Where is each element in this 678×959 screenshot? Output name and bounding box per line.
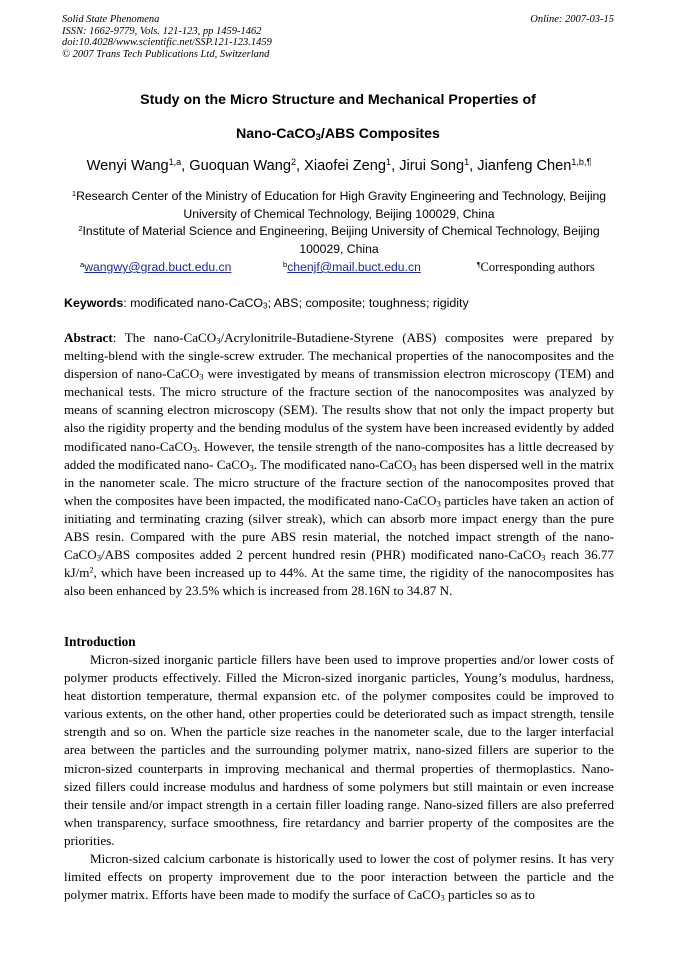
author-list bbox=[40, 158, 638, 174]
author: Jianfeng Chen$^{1,b,\P}$ bbox=[477, 157, 592, 174]
introduction-body bbox=[64, 651, 614, 904]
abstract: Abstract: The nano-CaCO$_3$/Acrylonitrile-Butadiene-Styrene (ABS) composites were prepared by melting-blend with the single-screw extruder. The mechanical properties of the nanocomposites and the dispersion of nano-CaCO$_3$ were investigated by means of transmission electron microscopy (TEM) and mechanical tests. The micro structure of the fracture section of the nanocomposites was analyzed by means of scanning electron microscopy (SEM). The results show that not only the impact property but also the rigidity property and the bending modulus of the system have been increased evidently by added modificated nano-CaCO$_3$. However, the tensile strength of the nano-composites has a little decreased by added the modificated nano- CaCO$_3$. The modificated nano-CaCO$_3$ has been dispersed well in the matrix in the nanometer scale. The micro structure of the fracture section of the nanocomposites proved that when the composites have been impacted, the modificated nano-CaCO$_3$ particles have taken an action of initiating and terminating crazing (silver streak), which can absorb more impact energy than the pure ABS resin. Compared with the pure ABS resin material, the notched impact strength of the nano-CaCO$_3$/ABS composites added 2 percent hundred resin (PHR) modificated nano-CaCO$_3$ reach 36.77 $kJ/m^2$, which have been increased up to 44%. At the same time, the rigidity of the nanocomposites has also been enhanced by 23.5% which is increased from 28.16N to 34.87 N. bbox=[64, 330, 615, 599]
paper-title-line2: Nano-CaCO$_3$/ABS Composites bbox=[236, 126, 440, 142]
contact-b: $^b$chenjf@mail.buct.edu.cn bbox=[283, 259, 421, 274]
intro-paragraph-1: Micron-sized inorganic particle fillers have been used to improve properties and/or lower costs of polymer products effectively. Filled the Micron-sized inorganic particles, Young’s modulus, hardness, heat distortion temperature, thermal expansion etc. of the polymer composites could be improved to various extents, on the other hand, other properties could be deteriorated such as impact strength, tensile strength and so on. When the particle size reaches in the nanometer scale, due to the larger interfacial area between the particles and the surrounding polymer matrix, nano-sized fillers are superior to the micron-sized counterparts in improving mechanical and thermal properties of thermoplastics. Nano-sized fillers could increase modulus and hardness of some polymers but still maintain or even increase their tensile and/or impact strength in a certain filler loading range. Nano-sized fillers are also preferred when transparency, surface smoothness, fire retardancy and barrier property of the composites are the priorities. bbox=[64, 652, 614, 848]
email-link-a[interactable]: wangwy@grad.buct.edu.cn bbox=[84, 260, 232, 274]
contact-a: $^a$wangwy@grad.buct.edu.cn bbox=[80, 259, 232, 274]
journal-header bbox=[62, 14, 272, 60]
email-link-b[interactable]: chenjf@mail.buct.edu.cn bbox=[287, 260, 421, 274]
paper-title-line1: Study on the Micro Structure and Mechanical Properties of bbox=[140, 92, 536, 108]
author: Xiaofei Zeng$^1$, bbox=[304, 157, 400, 174]
abstract-label: Abstract bbox=[64, 330, 113, 345]
copyright-line: © 2007 Trans Tech Publications Ltd, Switzerland bbox=[62, 48, 270, 60]
affiliation-1: $^1$Research Center of the Ministry of Education for High Gravity Engineering and Technology, Beijing University of Chemical Technology, Beijing 100029, China bbox=[71, 188, 607, 221]
author: Guoquan Wang$^2$, bbox=[189, 157, 305, 174]
intro-paragraph-2: Micron-sized calcium carbonate is historically used to lower the cost of polymer resins. It has very limited effects on property improvement due to the poor interaction between the particle and the polymer matrix. Efforts have been made to modify the surface of CaCO$_3$ particles so as to bbox=[64, 851, 614, 903]
author: Jirui Song$^1$, bbox=[399, 157, 478, 174]
keywords: Keywords: modificated nano-CaCO$_3$; ABS; composite; toughness; rigidity bbox=[64, 296, 469, 311]
section-heading-introduction: Introduction bbox=[64, 634, 136, 649]
online-date: Online: 2007-03-15 bbox=[530, 14, 614, 25]
contact-line bbox=[80, 259, 620, 277]
author: Wenyi Wang$^{1,a}$, bbox=[86, 157, 190, 174]
issn-line: ISSN: 1662-9779, Vols. 121-123, pp 1459-1462 bbox=[62, 25, 262, 37]
doi-line: doi:10.4028/www.scientific.net/SSP.121-123.1459 bbox=[62, 37, 272, 49]
journal-name: Solid State Phenomena bbox=[62, 14, 160, 25]
affiliation-2: $^2$Institute of Material Science and Engineering, Beijing University of Chemical Technology, Beijing 100029, China bbox=[78, 223, 600, 256]
corresponding-note: ¶Corresponding authors bbox=[477, 259, 595, 274]
